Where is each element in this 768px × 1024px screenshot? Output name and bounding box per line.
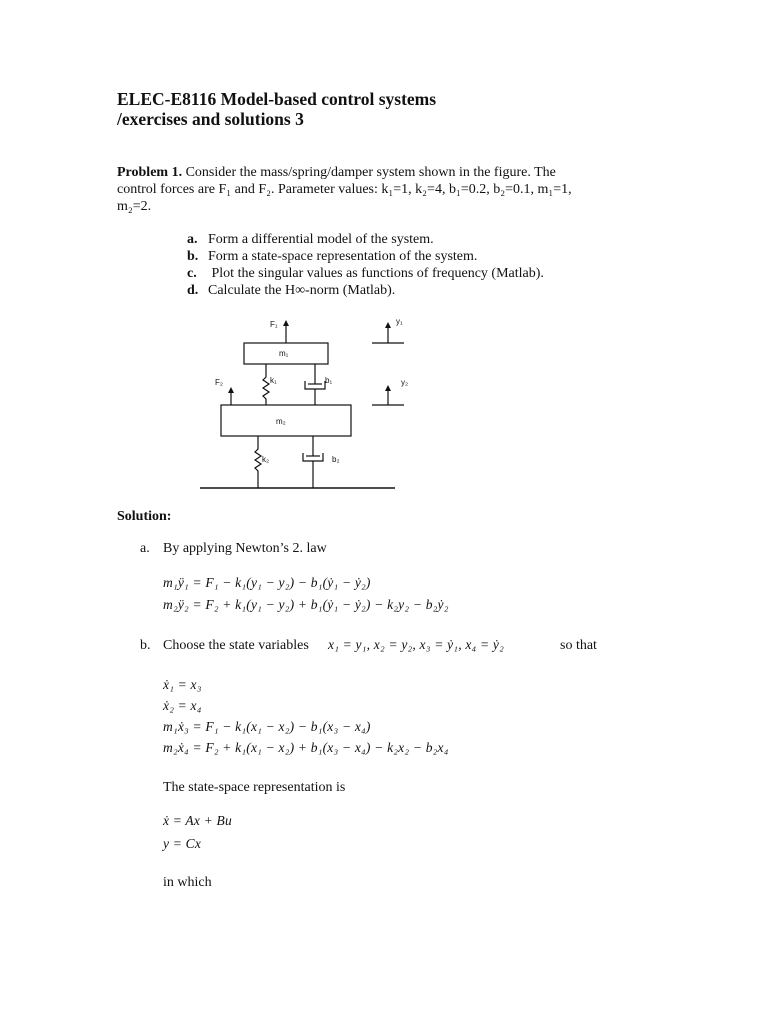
task-text: Calculate the H∞-norm (Matlab). xyxy=(208,283,396,298)
label-f2: F₂ xyxy=(215,378,223,387)
task-letter: a. xyxy=(187,232,198,247)
label-m1: m₁ xyxy=(279,349,289,358)
mass-spring-damper-figure xyxy=(0,0,768,500)
spring-k2 xyxy=(255,436,261,488)
problem-text-1: Consider the mass/spring/damper system shown in the figure. The xyxy=(185,165,556,180)
solution-b-label: b. xyxy=(140,638,151,653)
state-space-equation-1: ẋ = Ax + Bu xyxy=(163,813,232,828)
in-which-text: in which xyxy=(163,875,212,890)
task-letter: d. xyxy=(187,283,199,298)
label-y2: y₂ xyxy=(401,378,409,387)
label-k2: k₂ xyxy=(262,455,270,464)
problem-label: Problem 1. xyxy=(117,165,183,180)
solution-b-text: Choose the state variables xyxy=(163,638,309,653)
equation-newton-m1: m₁ÿ₁ = F₁ − k₁(y₁ − y₂) − b₁(ẏ₁ − ẏ₂) xyxy=(163,575,371,590)
state-space-equation-2: y = Cx xyxy=(163,836,202,851)
state-equation-4: m₂ẋ₄ = F₂ + k₁(x₁ − x₂) + b₁(x₃ − x₄) − k₂x₂ − b₂x₄ xyxy=(163,740,449,755)
state-space-intro: The state-space representation is xyxy=(163,780,346,795)
label-b1: b₁ xyxy=(325,376,333,385)
problem-line-3: m₂=2. xyxy=(117,199,152,214)
label-b2: b₂ xyxy=(332,455,340,464)
problem-line-2: control forces are F₁ and F₂. Parameter values: k₁=1, k₂=4, b₁=0.2, b₂=0.1, m₁=1, xyxy=(117,182,572,197)
task-letter: c. xyxy=(187,266,197,281)
solution-heading: Solution: xyxy=(117,509,172,524)
f2-arrowhead xyxy=(228,387,234,393)
y2-arrowhead xyxy=(385,385,391,391)
task-text: Plot the singular values as functions of frequency (Matlab). xyxy=(208,266,544,281)
title-line-2: /exercises and solutions 3 xyxy=(117,109,304,129)
f1-arrowhead xyxy=(283,320,289,326)
title-line-1: ELEC-E8116 Model-based control systems xyxy=(117,89,437,109)
spring-k1 xyxy=(263,364,269,405)
state-equation-1: ẋ₁ = x₃ xyxy=(163,677,202,692)
solution-a-label: a. xyxy=(140,541,150,556)
state-equation-3: m₁ẋ₃ = F₁ − k₁(x₁ − x₂) − b₁(x₃ − x₄) xyxy=(163,719,371,734)
y1-arrowhead xyxy=(385,322,391,328)
task-letter: b. xyxy=(187,249,199,264)
label-f1: F₁ xyxy=(270,320,278,329)
solution-b-tail: so that xyxy=(560,638,597,653)
equation-newton-m2: m₂ÿ₂ = F₂ + k₁(y₁ − y₂) + b₁(ẏ₁ − ẏ₂) − k₂y₂ − b₂ẏ₂ xyxy=(163,597,449,612)
solution-a-text: By applying Newton’s 2. law xyxy=(163,541,327,556)
label-k1: k₁ xyxy=(270,376,277,385)
label-m2: m₂ xyxy=(276,417,286,426)
label-y1: y₁ xyxy=(396,317,403,326)
task-text: Form a differential model of the system. xyxy=(208,232,434,247)
mass-m2-block xyxy=(221,405,351,436)
task-text: Form a state-space representation of the system. xyxy=(208,249,478,264)
state-variable-definitions: x₁ = y₁, x₂ = y₂, x₃ = ẏ₁, x₄ = ẏ₂ xyxy=(328,637,504,652)
state-equation-2: ẋ₂ = x₄ xyxy=(163,698,202,713)
